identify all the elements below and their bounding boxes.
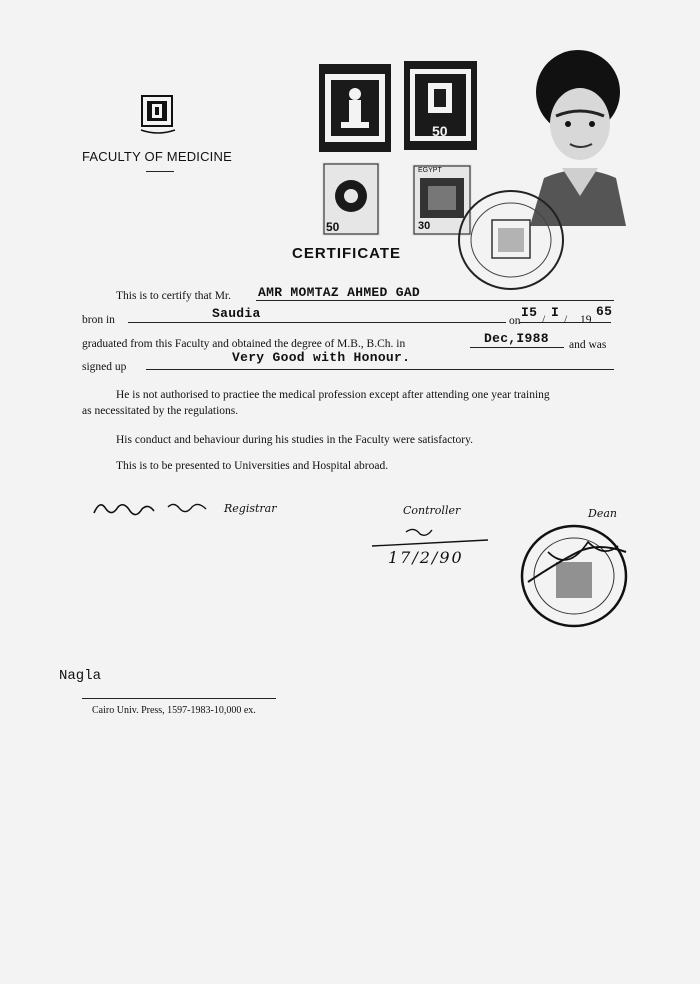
date-slash: / <box>542 314 546 326</box>
stamp-value: 50 <box>432 123 448 139</box>
grade: Very Good with Honour. <box>232 350 411 365</box>
signed-up-label: signed up <box>82 361 127 373</box>
birth-month: I <box>551 305 560 320</box>
stamp-country: EGYPT <box>418 167 442 174</box>
birthplace-line <box>128 322 506 323</box>
name-line <box>256 300 614 301</box>
birth-year: 65 <box>596 304 613 319</box>
training-paragraph-cont: as necessitated by the regulations. <box>82 405 239 417</box>
birth-day: I5 <box>521 305 538 320</box>
footer-rule <box>82 698 276 699</box>
printer-info: Cairo Univ. Press, 1597-1983-10,000 ex. <box>92 705 256 716</box>
degree-date: Dec,I988 <box>484 331 549 346</box>
on-label: on <box>509 315 521 327</box>
revenue-stamp-emblem <box>404 61 477 150</box>
date-slash: / <box>564 314 568 326</box>
typist-initials: Nagla <box>59 668 102 684</box>
faculty-underline <box>146 171 174 172</box>
degree-date-line <box>470 347 564 348</box>
holder-name: AMR MOMTAZ AHMED GAD <box>258 285 421 300</box>
grade-line <box>146 369 614 370</box>
presented-paragraph: This is to be presented to Universities and Hospital abroad. <box>116 460 389 472</box>
born-label: bron in <box>82 314 115 326</box>
birth-century: 19 <box>580 314 592 326</box>
stamp-value: 50 <box>326 220 340 234</box>
registrar-label: Registrar <box>224 502 277 515</box>
certify-prefix: This is to certify that Mr. <box>116 290 231 302</box>
conduct-paragraph: His conduct and behaviour during his studies in the Faculty were satisfactory. <box>116 434 473 446</box>
controller-label: Controller <box>403 504 461 517</box>
certificate-title: CERTIFICATE <box>292 245 402 262</box>
controller-date: 17/2/90 <box>388 548 464 567</box>
faculty-name: FACULTY OF MEDICINE <box>82 149 232 164</box>
revenue-stamp-pharaoh <box>319 64 391 152</box>
birthplace: Saudia <box>212 306 261 321</box>
revenue-stamp-small-left <box>322 162 380 236</box>
registrar-signature <box>90 495 216 523</box>
date-line <box>519 322 611 323</box>
dean-label: Dean <box>588 507 617 520</box>
training-paragraph: He is not authorised to practiee the medical profession except after attending one year training <box>116 389 550 401</box>
stamp-value: 30 <box>418 220 431 232</box>
university-seal-photo <box>456 188 566 292</box>
university-logo <box>138 92 178 138</box>
dean-seal <box>518 522 632 630</box>
graduated-text: graduated from this Faculty and obtained the degree of M.B., B.Ch. in <box>82 338 406 350</box>
and-was: and was <box>569 339 607 351</box>
